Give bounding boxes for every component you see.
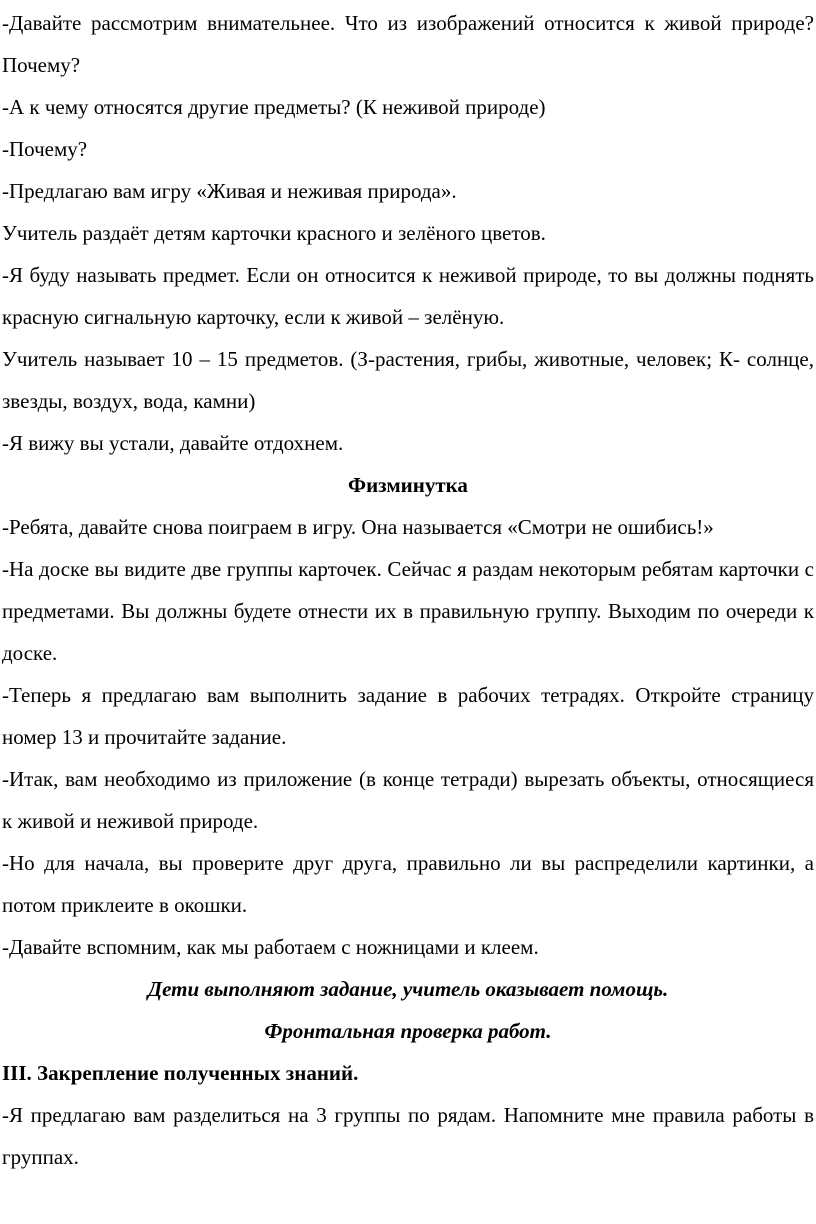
paragraph-peer-check: -Но для начала, вы проверите друг друга, правильно ли вы распределили картинки, а потом приклеите в окошки. bbox=[2, 851, 814, 917]
note-frontal-check: Фронтальная проверка работ. bbox=[264, 1019, 552, 1043]
paragraph-second-game: -Ребята, давайте снова поиграем в игру. Она называется «Смотри не ошибись!» bbox=[2, 515, 714, 539]
paragraph-game-rules: -Я буду называть предмет. Если он относится к неживой природе, то вы должны поднять красную сигнальную карточку, если к живой – зелёную. bbox=[2, 263, 814, 329]
paragraph-groups: -Я предлагаю вам разделиться на 3 группы по рядам. Напомните мне правила работы в группах. bbox=[2, 1103, 814, 1169]
paragraph-other-objects: -А к чему относятся другие предметы? (К неживой природе) bbox=[2, 95, 546, 119]
paragraph-cut-objects: -Итак, вам необходимо из приложение (в конце тетради) вырезать объекты, относящиеся к живой и неживой природе. bbox=[2, 767, 814, 833]
paragraph-scissors-glue: -Давайте вспомним, как мы работаем с ножницами и клеем. bbox=[2, 935, 539, 959]
paragraph-teacher-cards: Учитель раздаёт детям карточки красного и зелёного цветов. bbox=[2, 221, 546, 245]
paragraph-why: -Почему? bbox=[2, 137, 88, 161]
paragraph-question-living-nature: -Давайте рассмотрим внимательнее. Что из изображений относится к живой природе? Почему? bbox=[2, 11, 814, 77]
heading-fizminutka: Физминутка bbox=[348, 473, 468, 497]
paragraph-game-offer: -Предлагаю вам игру «Живая и неживая природа». bbox=[2, 179, 457, 203]
paragraph-workbook-task: -Теперь я предлагаю вам выполнить задание в рабочих тетрадях. Откройте страницу номер 13 и прочитайте задание. bbox=[2, 683, 814, 749]
paragraph-rest: -Я вижу вы устали, давайте отдохнем. bbox=[2, 431, 344, 455]
paragraph-teacher-names-objects: Учитель называет 10 – 15 предметов. (З-растения, грибы, животные, человек; К- солнце, звезды, воздух, вода, камни) bbox=[2, 347, 814, 413]
section-heading-consolidation: III. Закрепление полученных знаний. bbox=[2, 1061, 359, 1085]
paragraph-board-cards: -На доске вы видите две группы карточек. Сейчас я раздам некоторым ребятам карточки с предметами. Вы должны будете отнести их в правильную группу. Выходим по очереди к доске. bbox=[2, 557, 814, 665]
note-children-work: Дети выполняют задание, учитель оказывает помощь. bbox=[147, 977, 669, 1001]
